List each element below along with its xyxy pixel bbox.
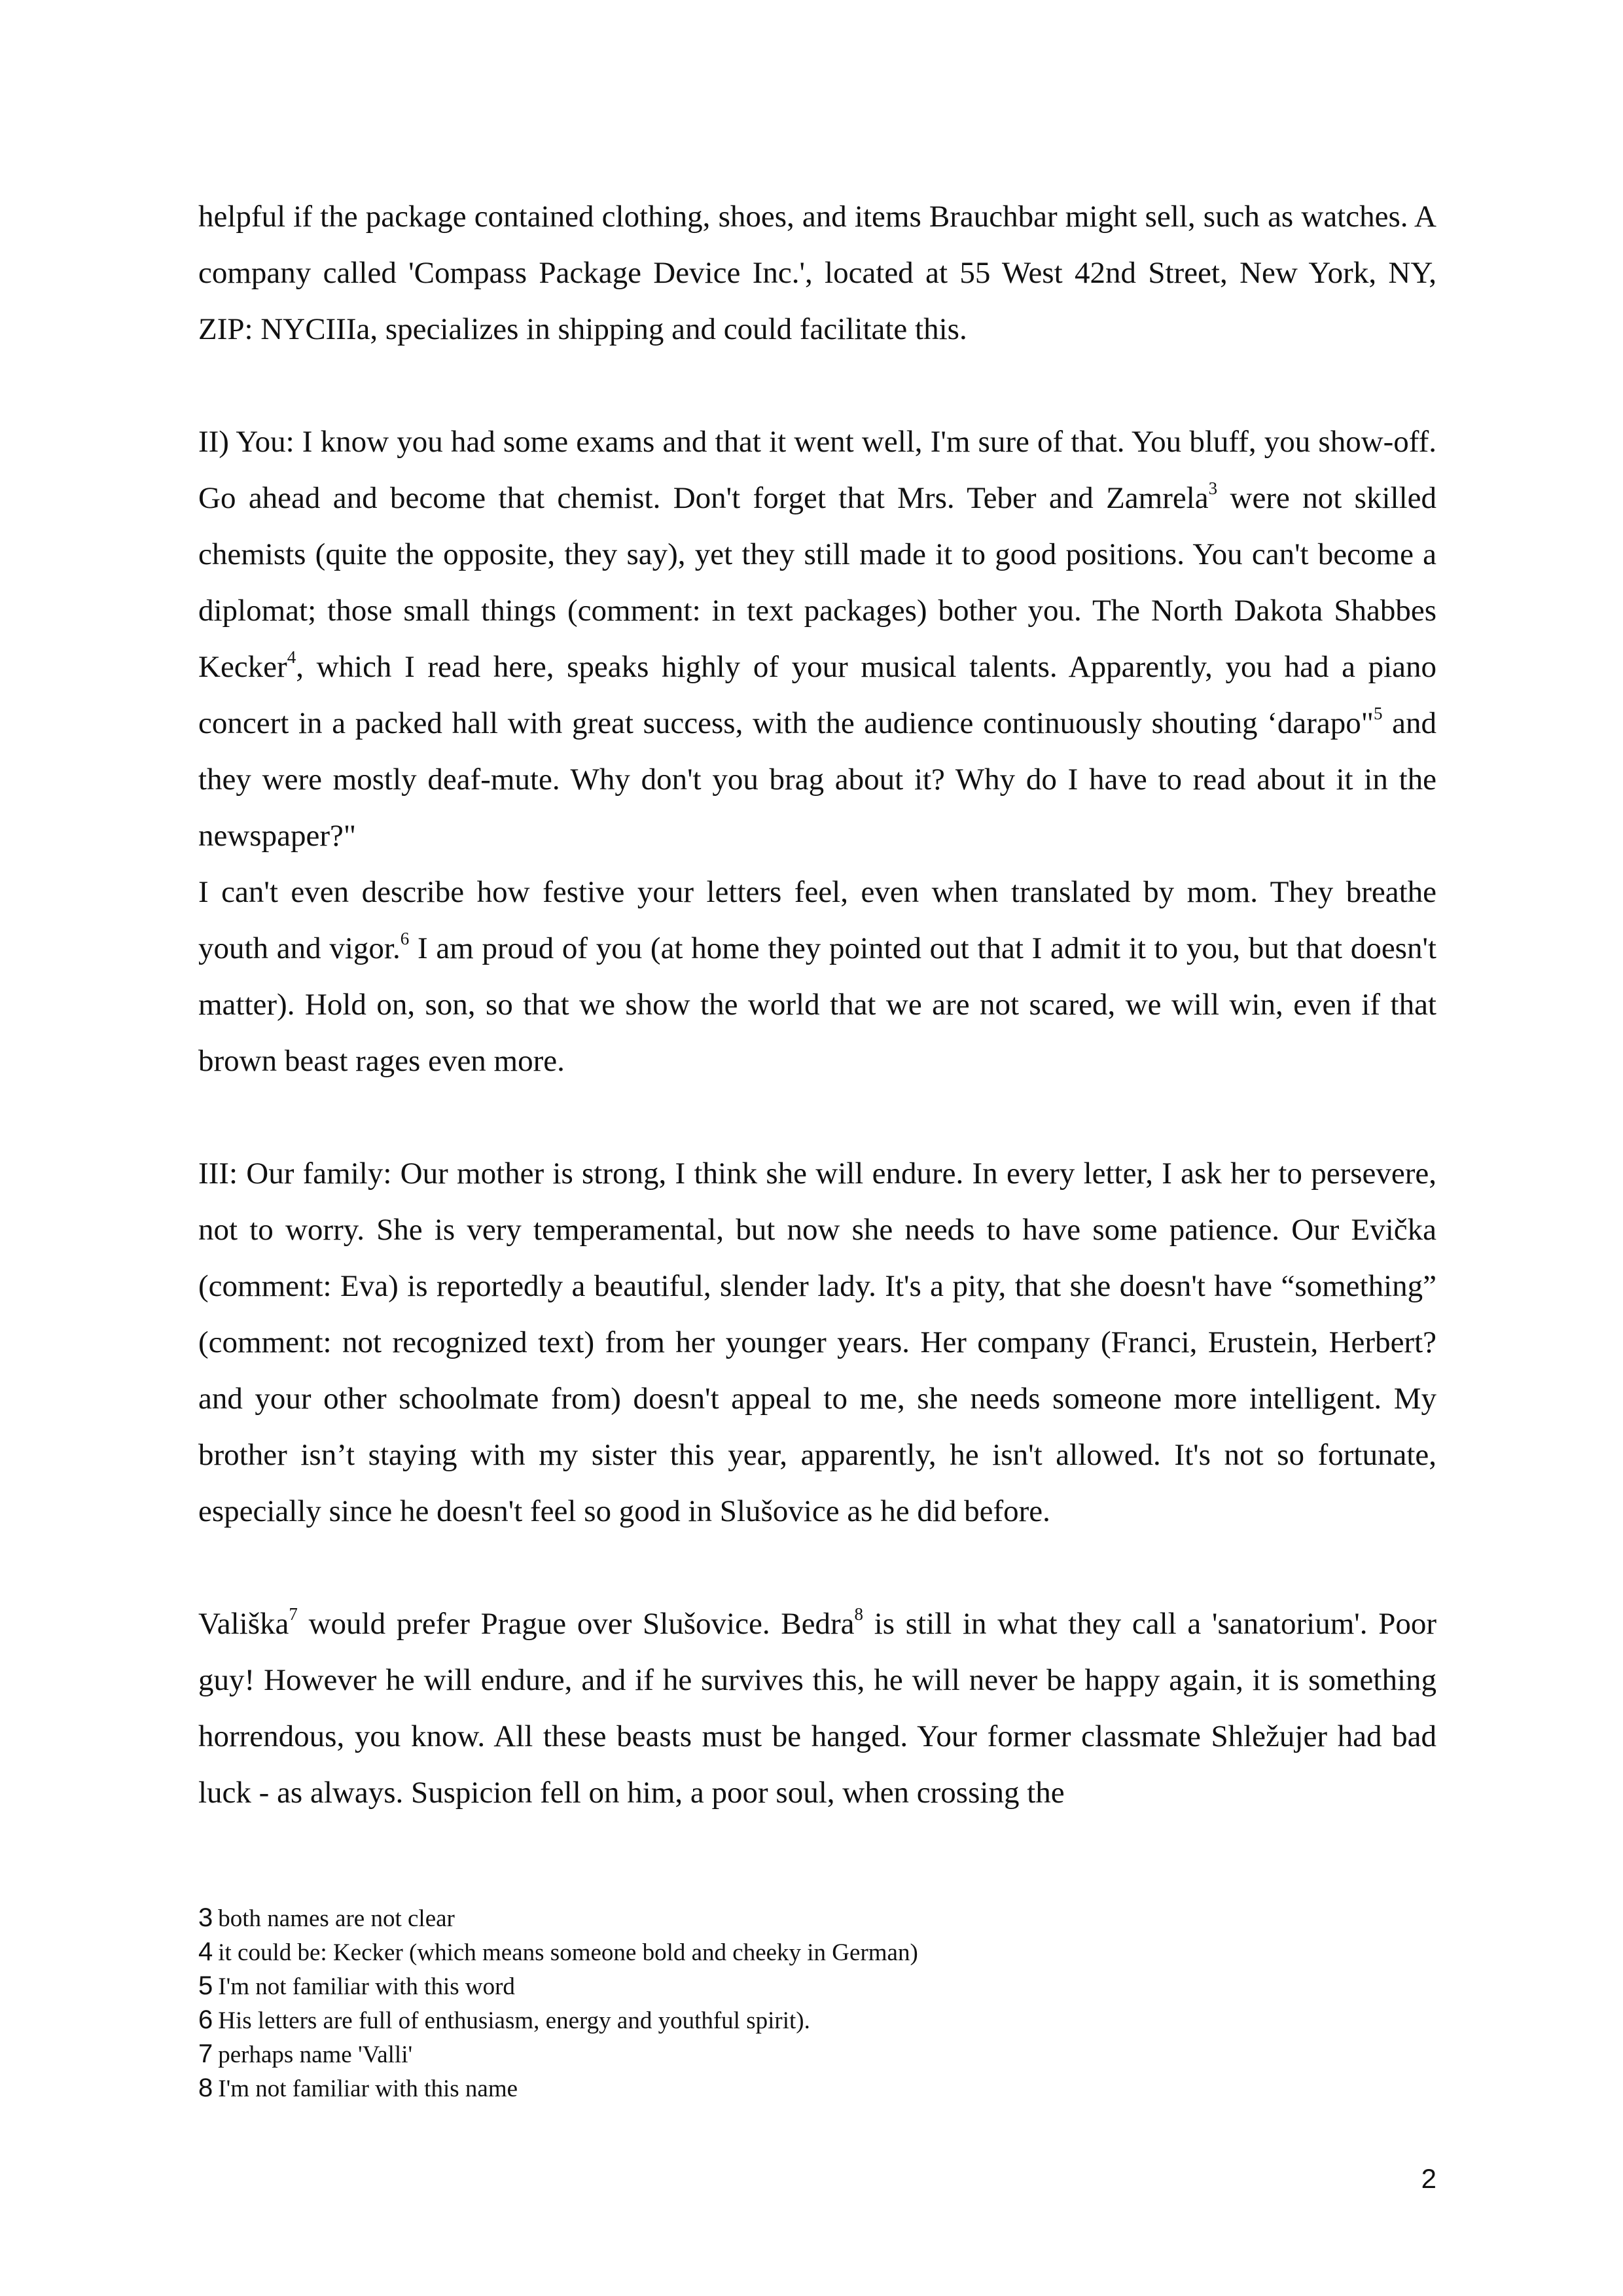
footnote-number: 8 [198, 2073, 213, 2102]
footnote-number: 4 [198, 1937, 213, 1966]
footnote-ref-7[interactable]: 7 [289, 1604, 298, 1624]
footnote-5 [198, 1969, 1436, 2003]
paragraph-text: III: Our family: Our mother is strong, I think she will endure. In every letter, I ask her to persevere, not to worry. She is very temperamental, but now she needs to have some patience. Our Evička (comment: Eva) is reportedly a beautiful, slender lady. It's a pity, that she doesn't have “something” (comment: not recognized text) from her younger years. Her company (Franci, Erustein, Herbert? and your other schoolmate from) doesn't appeal to me, she needs someone more intelligent. My brother isn’t staying with my sister this year, apparently, he isn't allowed. It's not so fortunate, especially since he doesn't feel so good in Slušovice as he did before. [198, 1157, 1436, 1528]
page-number: 2 [1421, 2163, 1436, 2194]
paragraph-text: , which I read here, speaks highly of your musical talents. Apparently, you had a piano concert in a packed hall with great success, with the audience continuously shouting ‘darapo" [198, 650, 1436, 740]
footnote-number: 6 [198, 2005, 213, 2034]
footnote-number: 3 [198, 1903, 213, 1932]
paragraph-text: II) You: I know you had some exams and that it went well, I'm sure of that. You bluff, you show-off. Go ahead and become that chemist. Don't forget that Mrs. Teber and Zamrela [198, 425, 1436, 515]
footnote-text: both names are not clear [218, 1905, 455, 1932]
footnote-ref-5[interactable]: 5 [1373, 704, 1383, 724]
footnote-8 [198, 2072, 1436, 2106]
paragraph-text: were not skilled chemists (quite the opposite, they say), yet they still made it to good positions. You can't become a diplomat; those small things (comment: in text packages) bother you. The North Dakota Shabbes Kecker [198, 481, 1436, 684]
paragraph-package [198, 188, 1436, 357]
paragraph-text: I can't even describe how festive your letters feel, even when translated by mom. They breathe youth and vigor. [198, 875, 1436, 965]
footnote-ref-4[interactable]: 4 [287, 647, 296, 668]
footnote-text: I'm not familiar with this word [218, 1973, 515, 2000]
paragraph-you [198, 414, 1436, 864]
footnotes [198, 1901, 1436, 2106]
footnote-4 [198, 1935, 1436, 1969]
footnote-text: it could be: Kecker (which means someone bold and cheeky in German) [218, 1939, 918, 1966]
paragraph-text: is still in what they call a 'sanatorium'. Poor guy! However he will endure, and if he survives this, he will never be happy again, it is something horrendous, you know. All these beasts must be hanged. Your former classmate Shležujer had bad luck - as always. Suspicion fell on him, a poor soul, when crossing the [198, 1607, 1436, 1810]
footnote-text: His letters are full of enthusiasm, energy and youthful spirit). [218, 2007, 810, 2034]
paragraph-family [198, 1145, 1436, 1539]
footnote-ref-6[interactable]: 6 [400, 929, 410, 949]
footnote-ref-3[interactable]: 3 [1208, 478, 1218, 499]
paragraph-text: would prefer Prague over Slušovice. Bedra [297, 1607, 855, 1641]
footnote-text: perhaps name 'Valli' [218, 2041, 413, 2068]
paragraph-text: and they were mostly deaf-mute. Why don't you brag about it? Why do I have to read about it in the newspaper?" [198, 706, 1436, 853]
footnote-3 [198, 1901, 1436, 1935]
paragraph-text: Vališka [198, 1607, 289, 1641]
footnote-ref-8[interactable]: 8 [854, 1604, 863, 1624]
paragraph-valiska [198, 1596, 1436, 1821]
footnote-6 [198, 2003, 1436, 2037]
paragraph-text: I am proud of you (at home they pointed out that I admit it to you, but that doesn't matter). Hold on, son, so that we show the world that we are not scared, we will win, even if that brown beast rages even more. [198, 931, 1436, 1078]
body-text [198, 188, 1436, 1821]
footnote-7 [198, 2037, 1436, 2072]
paragraph-letters [198, 864, 1436, 1089]
footnote-number: 5 [198, 1971, 213, 2000]
footnote-text: I'm not familiar with this name [218, 2075, 518, 2102]
paragraph-text: helpful if the package contained clothing, shoes, and items Brauchbar might sell, such as watches. A company called 'Compass Package Device Inc.', located at 55 West 42nd Street, New York, NY, ZIP: NYCIIIa, specializes in shipping and could facilitate this. [198, 200, 1436, 346]
footnote-number: 7 [198, 2039, 213, 2068]
